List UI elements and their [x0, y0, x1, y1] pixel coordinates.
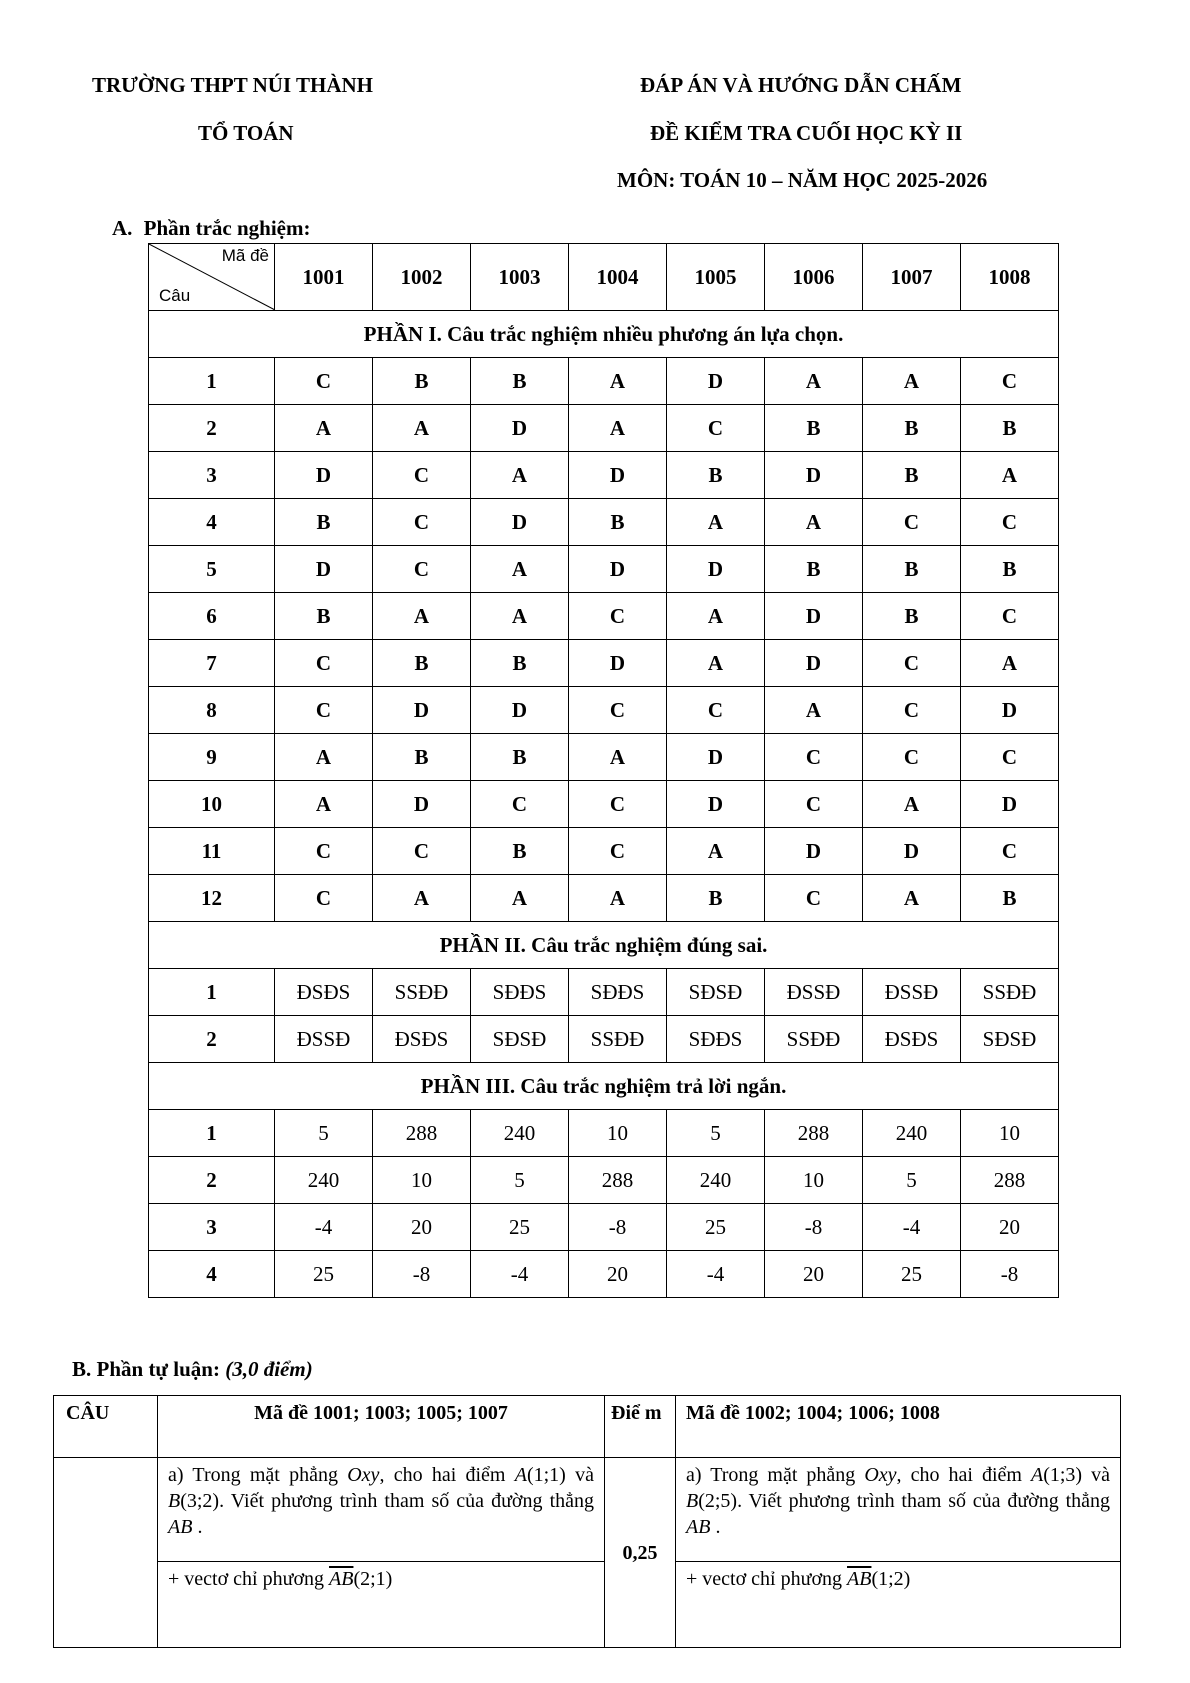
- answer-cell: C: [471, 781, 569, 828]
- answer-cell: SSĐĐ: [961, 969, 1059, 1016]
- answer-row: [149, 828, 1059, 875]
- essay-left-question: a) Trong mặt phẳng Oxy, cho hai điểm A(1;1) và B(3;2). Viết phương trình tham số của đường thẳng AB .: [158, 1458, 605, 1562]
- answer-row: [149, 1157, 1059, 1204]
- corner-question-label: Câu: [159, 286, 191, 305]
- answer-row: [149, 499, 1059, 546]
- answer-cell: C: [961, 358, 1059, 405]
- question-number: 10: [149, 781, 275, 828]
- answer-row: [149, 1204, 1059, 1251]
- answer-cell: 240: [471, 1110, 569, 1157]
- answer-cell: A: [765, 687, 863, 734]
- answer-cell: B: [667, 452, 765, 499]
- answer-cell: B: [471, 640, 569, 687]
- answer-cell: 10: [961, 1110, 1059, 1157]
- answer-cell: D: [863, 828, 961, 875]
- essay-header-left-codes: Mã đề 1001; 1003; 1005; 1007: [158, 1396, 605, 1458]
- answer-cell: 288: [373, 1110, 471, 1157]
- answer-cell: C: [569, 828, 667, 875]
- answer-cell: B: [961, 875, 1059, 922]
- answer-row: [149, 734, 1059, 781]
- question-number: 1: [149, 358, 275, 405]
- essay-header-score: Điể m: [605, 1396, 676, 1458]
- answer-row: [149, 546, 1059, 593]
- answer-row: [149, 1110, 1059, 1157]
- code-header-row: [149, 244, 1059, 311]
- answer-cell: SĐSĐ: [961, 1016, 1059, 1063]
- answer-cell: A: [765, 499, 863, 546]
- answer-cell: A: [765, 358, 863, 405]
- answer-cell: 20: [961, 1204, 1059, 1251]
- question-number: 8: [149, 687, 275, 734]
- vector-ab: $\overline{AB}$: [329, 1568, 354, 1590]
- answer-cell: SĐĐS: [471, 969, 569, 1016]
- answer-cell: SĐĐS: [569, 969, 667, 1016]
- answer-cell: A: [569, 358, 667, 405]
- answer-cell: C: [961, 734, 1059, 781]
- question-number: 2: [149, 405, 275, 452]
- answer-cell: C: [569, 593, 667, 640]
- answer-cell: -4: [275, 1204, 373, 1251]
- answer-cell: D: [569, 452, 667, 499]
- answer-cell: 20: [569, 1251, 667, 1298]
- corner-code-label: Mã đề: [221, 246, 269, 265]
- answer-cell: 5: [667, 1110, 765, 1157]
- answer-cell: C: [275, 875, 373, 922]
- answer-cell: B: [863, 405, 961, 452]
- answer-cell: 25: [667, 1204, 765, 1251]
- answer-cell: D: [373, 687, 471, 734]
- answer-cell: A: [373, 875, 471, 922]
- exam-code-header: 1003: [471, 244, 569, 311]
- answer-cell: A: [667, 499, 765, 546]
- answer-cell: SSĐĐ: [373, 969, 471, 1016]
- answer-cell: C: [275, 687, 373, 734]
- answer-cell: B: [961, 546, 1059, 593]
- answer-cell: C: [373, 546, 471, 593]
- answer-cell: B: [373, 640, 471, 687]
- question-number: 11: [149, 828, 275, 875]
- section-title: PHẦN III. Câu trắc nghiệm trả lời ngắn.: [149, 1063, 1059, 1110]
- question-number: 7: [149, 640, 275, 687]
- answer-cell: A: [863, 358, 961, 405]
- answer-row: [149, 405, 1059, 452]
- answer-cell: 240: [667, 1157, 765, 1204]
- answer-cell: A: [275, 734, 373, 781]
- answer-cell: B: [471, 734, 569, 781]
- answer-cell: A: [961, 640, 1059, 687]
- question-number: 1: [149, 969, 275, 1016]
- answer-cell: C: [863, 734, 961, 781]
- answer-cell: D: [667, 358, 765, 405]
- answer-cell: A: [667, 593, 765, 640]
- answer-cell: C: [373, 828, 471, 875]
- answer-row: [149, 1251, 1059, 1298]
- answer-cell: C: [961, 499, 1059, 546]
- answer-row: [149, 640, 1059, 687]
- exam-title: ĐỀ KIỂM TRA CUỐI HỌC KỲ II: [650, 121, 963, 145]
- answer-cell: 5: [471, 1157, 569, 1204]
- answer-cell: 288: [765, 1110, 863, 1157]
- answer-cell: B: [667, 875, 765, 922]
- answer-cell: D: [471, 687, 569, 734]
- answer-cell: D: [765, 640, 863, 687]
- question-number: 2: [149, 1016, 275, 1063]
- exam-code-header: 1004: [569, 244, 667, 311]
- essay-right-question: a) Trong mặt phẳng Oxy, cho hai điểm A(1;3) và B(2;5). Viết phương trình tham số của đường thẳng AB .: [676, 1458, 1121, 1562]
- answer-cell: 5: [863, 1157, 961, 1204]
- answer-cell: A: [667, 640, 765, 687]
- essay-right-step: + vectơ chỉ phương $\overline{AB}(1;2)$: [676, 1562, 1121, 1648]
- answer-cell: C: [961, 828, 1059, 875]
- essay-header-cau: CÂU: [54, 1396, 158, 1458]
- answer-cell: D: [471, 499, 569, 546]
- answer-cell: B: [373, 358, 471, 405]
- answer-cell: B: [765, 405, 863, 452]
- vector-ab: $\overline{AB}$: [847, 1568, 872, 1590]
- answer-cell: 240: [275, 1157, 373, 1204]
- answer-cell: A: [373, 405, 471, 452]
- answer-cell: SĐSĐ: [667, 969, 765, 1016]
- answer-row: [149, 593, 1059, 640]
- answer-cell: C: [863, 687, 961, 734]
- answer-cell: A: [373, 593, 471, 640]
- answer-cell: -4: [471, 1251, 569, 1298]
- part-a-prefix: A.: [112, 216, 133, 240]
- answer-cell: A: [569, 875, 667, 922]
- question-number: 12: [149, 875, 275, 922]
- subject-year: MÔN: TOÁN 10 – NĂM HỌC 2025-2026: [617, 168, 988, 192]
- answer-cell: D: [961, 687, 1059, 734]
- answer-cell: ĐSĐS: [275, 969, 373, 1016]
- answer-row: [149, 875, 1059, 922]
- exam-code-header: 1007: [863, 244, 961, 311]
- answer-cell: C: [373, 452, 471, 499]
- answer-cell: A: [275, 781, 373, 828]
- answer-cell: SSĐĐ: [765, 1016, 863, 1063]
- answer-cell: SSĐĐ: [569, 1016, 667, 1063]
- section-title: PHẦN I. Câu trắc nghiệm nhiều phương án lựa chọn.: [149, 311, 1059, 358]
- answer-cell: C: [667, 405, 765, 452]
- answer-cell: C: [961, 593, 1059, 640]
- answer-cell: C: [373, 499, 471, 546]
- answer-cell: ĐSĐS: [863, 1016, 961, 1063]
- answer-cell: C: [863, 499, 961, 546]
- answer-cell: ĐSSĐ: [765, 969, 863, 1016]
- question-number: 9: [149, 734, 275, 781]
- answer-cell: A: [569, 405, 667, 452]
- answer-cell: -8: [569, 1204, 667, 1251]
- part-b-points: (3,0 điểm): [225, 1357, 313, 1381]
- answer-cell: C: [275, 358, 373, 405]
- question-number: 3: [149, 1204, 275, 1251]
- question-number: 3: [149, 452, 275, 499]
- question-number: 6: [149, 593, 275, 640]
- question-number: 2: [149, 1157, 275, 1204]
- answer-cell: -8: [765, 1204, 863, 1251]
- exam-code-header: 1005: [667, 244, 765, 311]
- exam-code-header: 1001: [275, 244, 373, 311]
- answer-cell: D: [667, 734, 765, 781]
- answer-cell: 288: [569, 1157, 667, 1204]
- answer-cell: 10: [765, 1157, 863, 1204]
- question-number: 1: [149, 1110, 275, 1157]
- answer-cell: B: [471, 828, 569, 875]
- answer-cell: C: [765, 734, 863, 781]
- answer-cell: D: [275, 452, 373, 499]
- answer-cell: B: [275, 499, 373, 546]
- answer-cell: D: [961, 781, 1059, 828]
- answer-cell: D: [667, 781, 765, 828]
- school-name: TRƯỜNG THPT NÚI THÀNH: [92, 73, 374, 97]
- essay-question-number: [54, 1458, 158, 1648]
- essay-score: 0,25: [605, 1458, 676, 1648]
- answer-cell: D: [667, 546, 765, 593]
- answer-cell: ĐSSĐ: [863, 969, 961, 1016]
- answer-cell: 240: [863, 1110, 961, 1157]
- part-b-title: B. Phần tự luận:: [72, 1357, 220, 1381]
- section-title: PHẦN II. Câu trắc nghiệm đúng sai.: [149, 922, 1059, 969]
- answer-cell: A: [961, 452, 1059, 499]
- answer-cell: C: [569, 687, 667, 734]
- answer-cell: D: [373, 781, 471, 828]
- answer-cell: B: [765, 546, 863, 593]
- exam-code-header: 1008: [961, 244, 1059, 311]
- answer-cell: D: [569, 640, 667, 687]
- answer-cell: C: [667, 687, 765, 734]
- answer-cell: A: [471, 452, 569, 499]
- answer-cell: A: [275, 405, 373, 452]
- answer-row: [149, 781, 1059, 828]
- essay-header-right-codes: Mã đề 1002; 1004; 1006; 1008: [676, 1396, 1121, 1458]
- answer-cell: A: [471, 593, 569, 640]
- answer-cell: C: [863, 640, 961, 687]
- department-name: TỔ TOÁN: [198, 121, 294, 145]
- answer-cell: SĐSĐ: [471, 1016, 569, 1063]
- answer-cell: A: [471, 546, 569, 593]
- answer-cell: 25: [863, 1251, 961, 1298]
- answer-cell: C: [569, 781, 667, 828]
- corner-cell: [149, 244, 275, 311]
- answer-key-table: [148, 243, 1059, 1298]
- answer-cell: D: [471, 405, 569, 452]
- answer-row: [149, 1016, 1059, 1063]
- essay-left-step: + vectơ chỉ phương $\overline{AB}(2;1)$: [158, 1562, 605, 1648]
- answer-cell: 20: [373, 1204, 471, 1251]
- answer-cell: D: [569, 546, 667, 593]
- answer-row: [149, 358, 1059, 405]
- answer-cell: -8: [961, 1251, 1059, 1298]
- part-b-heading: [72, 1357, 313, 1382]
- answer-cell: A: [471, 875, 569, 922]
- answer-cell: SĐĐS: [667, 1016, 765, 1063]
- answer-cell: D: [765, 593, 863, 640]
- answer-cell: C: [765, 875, 863, 922]
- exam-code-header: 1006: [765, 244, 863, 311]
- answer-cell: -4: [667, 1251, 765, 1298]
- answer-cell: B: [863, 593, 961, 640]
- answer-cell: B: [275, 593, 373, 640]
- answer-cell: 10: [373, 1157, 471, 1204]
- answer-cell: 25: [471, 1204, 569, 1251]
- answer-cell: B: [373, 734, 471, 781]
- answer-cell: 10: [569, 1110, 667, 1157]
- document-title: ĐÁP ÁN VÀ HƯỚNG DẪN CHẤM: [640, 73, 962, 97]
- answer-cell: B: [863, 452, 961, 499]
- answer-cell: A: [863, 781, 961, 828]
- answer-cell: B: [471, 358, 569, 405]
- answer-cell: 25: [275, 1251, 373, 1298]
- answer-cell: 288: [961, 1157, 1059, 1204]
- answer-cell: ĐSSĐ: [275, 1016, 373, 1063]
- answer-cell: A: [863, 875, 961, 922]
- part-a-title: Phần trắc nghiệm:: [143, 216, 311, 240]
- answer-cell: B: [569, 499, 667, 546]
- answer-cell: D: [275, 546, 373, 593]
- answer-cell: ĐSĐS: [373, 1016, 471, 1063]
- answer-cell: C: [275, 640, 373, 687]
- exam-code-header: 1002: [373, 244, 471, 311]
- part-a-heading: [112, 216, 311, 241]
- answer-cell: C: [275, 828, 373, 875]
- question-number: 4: [149, 499, 275, 546]
- answer-row: [149, 969, 1059, 1016]
- answer-cell: -8: [373, 1251, 471, 1298]
- answer-cell: 20: [765, 1251, 863, 1298]
- answer-cell: B: [961, 405, 1059, 452]
- essay-table: [53, 1395, 1121, 1648]
- answer-row: [149, 452, 1059, 499]
- answer-cell: D: [765, 828, 863, 875]
- answer-cell: A: [569, 734, 667, 781]
- question-number: 5: [149, 546, 275, 593]
- answer-cell: D: [765, 452, 863, 499]
- answer-cell: -4: [863, 1204, 961, 1251]
- question-number: 4: [149, 1251, 275, 1298]
- answer-cell: B: [863, 546, 961, 593]
- answer-cell: A: [667, 828, 765, 875]
- answer-row: [149, 687, 1059, 734]
- answer-cell: C: [765, 781, 863, 828]
- answer-cell: 5: [275, 1110, 373, 1157]
